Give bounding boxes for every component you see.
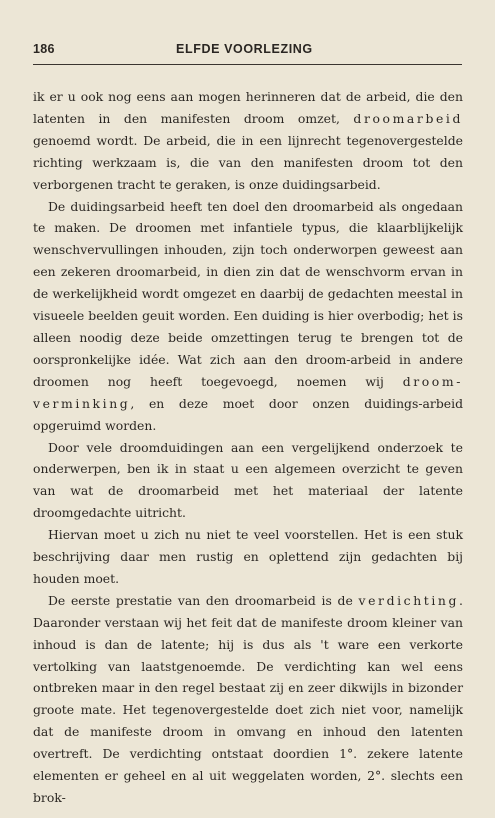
text-run: Hiervan moet u zich nu niet te veel voorstellen. Het is een stuk beschrijving daar men rustig en oplettend zijn gedachten bij houden moet.: [33, 527, 463, 586]
body-text: [33, 86, 463, 809]
emphasized-term: droom-verminking: [33, 373, 463, 411]
emphasized-term: droomarbeid: [353, 110, 463, 126]
text-run: De eerste prestatie van den droomarbeid is de: [48, 592, 359, 608]
paragraph: [33, 524, 463, 590]
text-run: genoemd wordt. De arbeid, die in een lijnrecht tegenovergestelde richting werkzaam is, die van den manifesten droom tot den verborgenen tracht te geraken, is onze duidingsarbeid.: [33, 132, 463, 192]
text-run: De duidingsarbeid heeft ten doel den droomarbeid als ongedaan te maken. De droomen met infantiele typus, die klaarblijkelijk wenschvervullingen inhouden, zijn toch onderworpen geweest aan een zekeren droomarbeid, in dien zin dat de wenschvorm ervan in de werkelijkheid wordt omgezet en daarbij de gedachten meestal in visueele beelden geuit worden. Een duiding is hier overbodig; het is alleen noodig deze beide omzettingen terug te brengen tot de oorspronkelijke idée. Wat zich aan den droom-arbeid in andere droomen nog heeft toegevoegd, noemen wij: [33, 198, 463, 389]
paragraph: [33, 437, 463, 525]
paragraph: [33, 590, 463, 809]
text-run: ik er u ook nog eens aan mogen herinneren dat de arbeid, die den latenten in den manifesten droom omzet,: [33, 89, 463, 126]
emphasized-term: verdichting: [358, 592, 460, 608]
text-run: Door vele droomduidingen aan een vergelijkend onderzoek te onderwerpen, ben ik in staat u een algemeen overzicht te geven van wat de droomarbeid met het materiaal der latente droomgedachte uitricht.: [33, 439, 463, 521]
running-title: ELFDE VOORLEZING: [176, 42, 313, 56]
paragraph: [33, 86, 463, 196]
text-run: . Daaronder verstaan wij het feit dat de manifeste droom kleiner van inhoud is dan de latente; hij is dus als 't ware een verkorte vertolking van laatstgenoemde. De verdichting kan wel eens ontbreken maar in den regel bestaat zij en zeer dikwijls in bizonder groote mate. Het tegenovergestelde doet zich niet voor, namelijk dat de manifeste droom in omvang en inhoud den latenten overtreft. De verdichting ontstaat doordien 1°. zekere latente elementen er geheel en al uit weggelaten worden, 2°. slechts een brok-: [33, 592, 463, 805]
paragraph: [33, 196, 463, 437]
text-run: , en deze moet door onzen duidings-arbeid opgeruimd worden.: [33, 395, 463, 433]
header-rule: [33, 64, 462, 65]
page-number: 186: [33, 42, 55, 56]
page-header: [33, 42, 462, 56]
